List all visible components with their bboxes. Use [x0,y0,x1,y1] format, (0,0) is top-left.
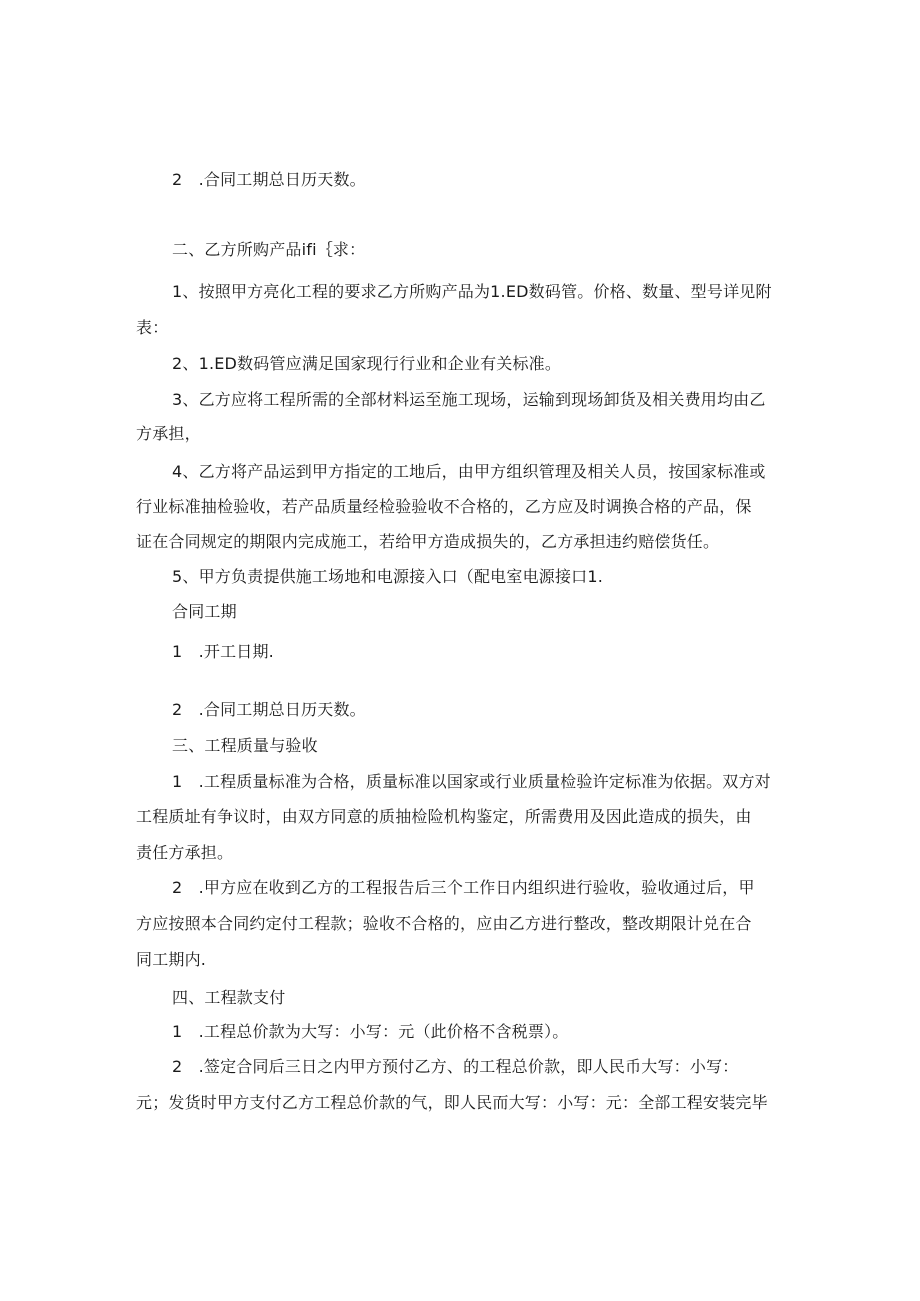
text-line: 1 .开工日期. [172,642,274,661]
text-line: 2 .甲方应在收到乙方的工程报告后三个工作日内组织进行验收，验收通过后，甲 [172,878,755,897]
text-line: 方承担， [136,424,201,443]
text-line: 1 .工程质量标准为合格，质量标准以国家或行业质量检验许定标准为依据。双方对 [172,772,771,791]
section-heading: 三、工程质量与验收 [172,736,318,755]
text-line: 2、1.ED数码管应满足国家现行行业和企业有关标准。 [172,354,562,373]
text-line: 证在合同规定的期限内完成施工，若给甲方造成损失的，乙方承担违约赔偿货任。 [136,532,720,551]
text-line: 元；发货时甲方支付乙方工程总价款的气，即人民而大写：小写：元：全部工程安装完毕 [136,1093,768,1112]
text-line: 方应按照本合同约定付工程款；验收不合格的，应由乙方进行整改，整改期限计兑在合 [136,914,752,933]
text-line: 2 .合同工期总日历天数。 [172,700,366,719]
text-line: 责任方承担。 [136,843,234,862]
text-line: 2 .合同工期总日历天数。 [172,170,366,189]
text-line: 4、乙方将产品运到甲方指定的工地后，由甲方组织管理及相关人员，按国家标准或 [172,462,766,481]
text-line: 工程质址有争议时，由双方同意的质抽检险机构鉴定，所需费用及因此造成的损失，由 [136,807,752,826]
text-line: 5、甲方负责提供施工场地和电源接入口（配电室电源接口1. [172,567,604,586]
text-line: 表： [136,318,169,337]
text-line: 2 .签定合同后三日之内甲方预付乙方、的工程总价款，即人民币大写：小写： [172,1057,739,1076]
text-line: 同工期内. [136,950,207,969]
text-line: 3、乙方应将工程所需的全部材料运至施工现场，运输到现场卸货及相关费用均由乙 [172,390,766,409]
text-line: 行业标准抽检验收，若产品质量经检验验收不合格的，乙方应及时调换合格的产品，保 [136,497,752,516]
text-line: 1 .工程总价款为大写：小写：元（此价格不含税票）。 [172,1022,569,1041]
section-heading: 合同工期 [172,602,237,621]
section-heading: 二、乙方所购产品ifi｛求： [172,240,366,259]
text-line: 1、按照甲方亮化工程的要求乙方所购产品为1.ED数码管。价格、数量、型号详见附 [172,282,772,301]
section-heading: 四、工程款支付 [172,988,286,1007]
